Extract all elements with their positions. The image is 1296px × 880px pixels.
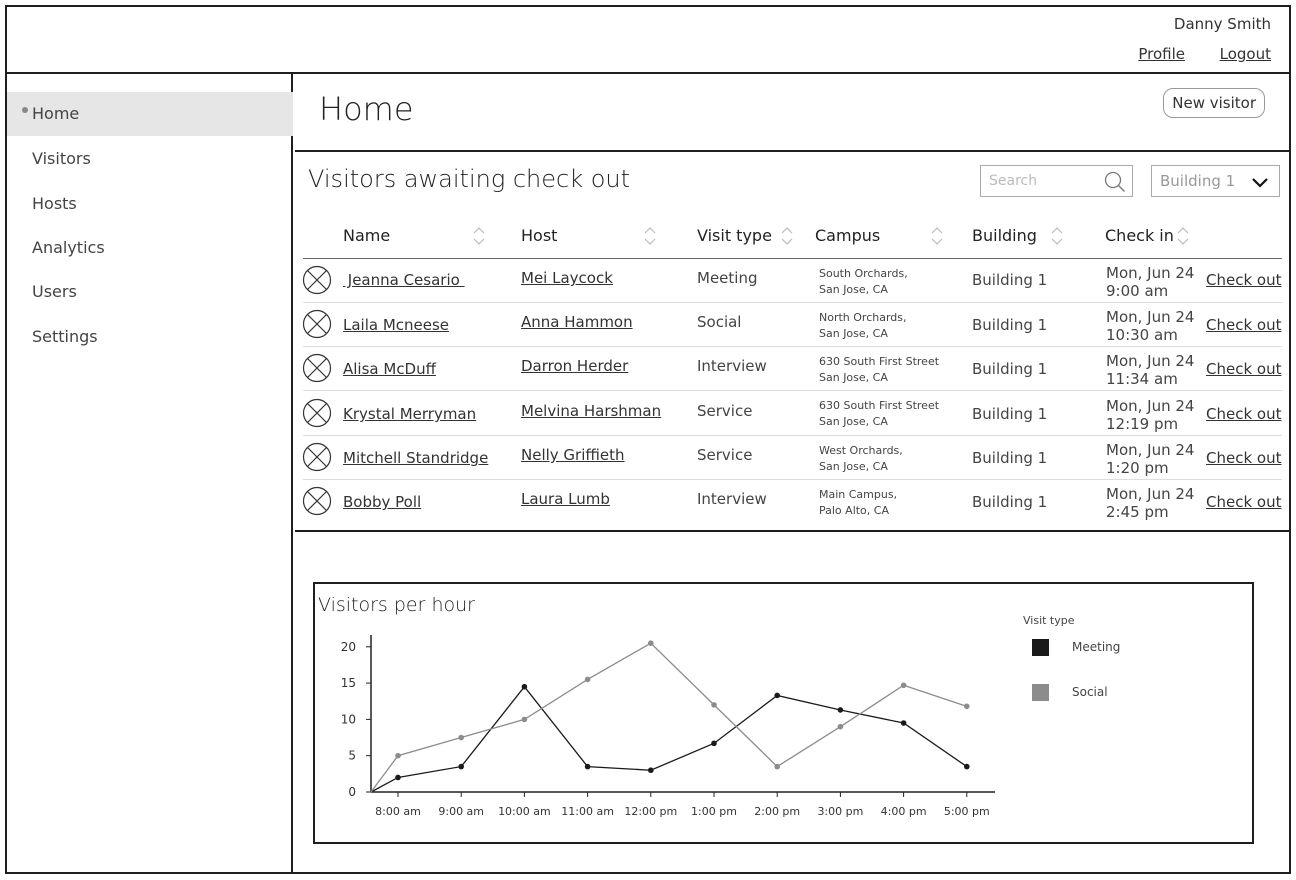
- campus-line2: San Jose, CA: [819, 327, 888, 340]
- section-title: Visitors awaiting check out: [308, 165, 631, 193]
- remove-visitor-icon[interactable]: [302, 265, 332, 295]
- host-name-link[interactable]: Darron Herder: [521, 357, 629, 375]
- building-select[interactable]: [1151, 165, 1280, 197]
- data-point-social: [522, 717, 528, 723]
- building: Building 1: [972, 316, 1048, 334]
- sidebar-item-label: Users: [32, 282, 77, 301]
- table-row: [295, 303, 1289, 347]
- data-point-social: [648, 640, 654, 646]
- building: Building 1: [972, 449, 1048, 467]
- host-name-link[interactable]: Melvina Harshman: [521, 402, 662, 420]
- check-out-link[interactable]: Check out: [1206, 405, 1282, 423]
- check-out-link[interactable]: Check out: [1206, 449, 1282, 467]
- check-in-date: Mon, Jun 24: [1106, 397, 1195, 415]
- sidebar-item-label: Settings: [32, 327, 98, 346]
- check-in-time: 12:19 pm: [1106, 415, 1179, 433]
- remove-visitor-icon[interactable]: [302, 486, 332, 516]
- building: Building 1: [972, 271, 1048, 289]
- visitor-name-link[interactable]: Jeanna Cesario: [343, 271, 465, 289]
- data-point-social: [395, 753, 401, 759]
- check-out-link[interactable]: Check out: [1206, 360, 1282, 378]
- sidebar-item-users[interactable]: [7, 270, 293, 314]
- data-point-social: [901, 682, 907, 688]
- column-header-name[interactable]: Name: [343, 226, 391, 245]
- column-header-host[interactable]: Host: [521, 226, 558, 245]
- building: Building 1: [972, 493, 1048, 511]
- legend-title: Visit type: [1023, 614, 1075, 627]
- host-name-link[interactable]: Laura Lumb: [521, 490, 610, 508]
- sidebar-item-hosts[interactable]: [7, 182, 293, 226]
- sort-icon[interactable]: [1177, 224, 1189, 248]
- remove-visitor-icon[interactable]: [302, 309, 332, 339]
- x-tick-label: 4:00 pm: [880, 805, 927, 818]
- legend-swatch-meeting: [1032, 639, 1049, 656]
- x-tick-label: 9:00 am: [438, 805, 485, 818]
- sidebar-item-settings[interactable]: [7, 315, 293, 359]
- x-tick-label: 10:00 am: [498, 805, 551, 818]
- data-point-social: [585, 677, 591, 683]
- check-in-date: Mon, Jun 24: [1106, 264, 1195, 282]
- x-tick-label: 2:00 pm: [754, 805, 801, 818]
- check-in-date: Mon, Jun 24: [1106, 308, 1195, 326]
- table-row: [295, 480, 1289, 524]
- data-point-meeting: [964, 764, 970, 770]
- visitor-name-link[interactable]: Laila Mcneese: [343, 316, 450, 334]
- row-divider: [303, 390, 1282, 391]
- sort-icon[interactable]: [931, 224, 943, 248]
- visitors-per-hour-chart: [313, 582, 1254, 844]
- remove-visitor-icon[interactable]: [302, 398, 332, 428]
- new-visitor-button[interactable]: New visitor: [1163, 88, 1265, 118]
- sidebar-item-label: Visitors: [32, 149, 91, 168]
- data-point-meeting: [395, 775, 401, 781]
- check-in-date: Mon, Jun 24: [1106, 441, 1195, 459]
- search-icon[interactable]: [1104, 171, 1126, 193]
- remove-visitor-icon[interactable]: [302, 442, 332, 472]
- profile-link[interactable]: Profile: [1138, 45, 1185, 63]
- y-tick-label: 5: [348, 748, 356, 763]
- visit-type: Service: [697, 402, 753, 420]
- sidebar-item-home[interactable]: [7, 92, 293, 136]
- column-header-check-in[interactable]: Check in: [1105, 226, 1174, 245]
- y-tick-label: 20: [340, 639, 356, 654]
- check-in-time: 1:20 pm: [1106, 459, 1169, 477]
- x-tick-label: 11:00 am: [561, 805, 614, 818]
- campus-line1: Main Campus,: [819, 488, 898, 501]
- check-in-date: Mon, Jun 24: [1106, 485, 1195, 503]
- check-in-time: 2:45 pm: [1106, 503, 1169, 521]
- search-box: [980, 165, 1133, 197]
- sort-icon[interactable]: [1051, 224, 1063, 248]
- x-tick-label: 8:00 am: [375, 805, 421, 818]
- campus-line2: Palo Alto, CA: [819, 504, 889, 517]
- data-point-meeting: [838, 707, 844, 713]
- visit-type: Social: [697, 313, 742, 331]
- x-tick-label: 3:00 pm: [817, 805, 864, 818]
- sidebar-item-analytics[interactable]: [7, 226, 293, 270]
- line-chart: [315, 584, 1015, 834]
- data-point-meeting: [522, 684, 528, 690]
- x-tick-label: 1:00 pm: [691, 805, 737, 818]
- y-tick-label: 0: [348, 785, 356, 799]
- user-name: Danny Smith: [1173, 15, 1271, 33]
- data-point-social: [964, 704, 970, 710]
- legend-label-meeting: Meeting: [1072, 640, 1121, 654]
- data-point-meeting: [458, 764, 464, 770]
- top-header: [5, 5, 1291, 74]
- data-point-social: [774, 764, 780, 770]
- campus-line2: San Jose, CA: [819, 460, 888, 473]
- table-row: [295, 347, 1289, 391]
- check-in-time: 9:00 am: [1106, 282, 1169, 300]
- host-name-link[interactable]: Mei Laycock: [521, 269, 613, 287]
- table-row: [295, 392, 1289, 436]
- remove-visitor-icon[interactable]: [302, 353, 332, 383]
- visit-type: Interview: [697, 490, 767, 508]
- check-in-date: Mon, Jun 24: [1106, 352, 1195, 370]
- active-indicator-icon: [22, 107, 28, 113]
- check-out-link[interactable]: Check out: [1206, 316, 1282, 334]
- visitor-name-link[interactable]: Bobby Poll: [343, 493, 422, 511]
- campus-line1: 630 South First Street: [819, 355, 940, 368]
- data-point-meeting: [648, 767, 654, 773]
- column-header-visit-type[interactable]: Visit type: [697, 226, 772, 245]
- chevron-down-icon: [1251, 174, 1269, 190]
- sidebar-item-label: Analytics: [32, 238, 105, 257]
- sidebar-item-visitors[interactable]: [7, 137, 293, 181]
- visit-type: Meeting: [697, 269, 758, 287]
- x-tick-label: 12:00 pm: [624, 805, 678, 818]
- check-out-link[interactable]: Check out: [1206, 271, 1282, 289]
- data-point-meeting: [711, 741, 717, 747]
- visitor-name-link[interactable]: Mitchell Standridge: [343, 449, 489, 467]
- data-point-social: [838, 724, 844, 730]
- building: Building 1: [972, 360, 1048, 378]
- visitor-name-link[interactable]: Alisa McDuff: [343, 360, 436, 378]
- visitors-table-section: [295, 152, 1289, 532]
- chart-title: Visitors per hour: [318, 594, 475, 616]
- sidebar-item-label: Home: [32, 104, 80, 123]
- y-tick-label: 15: [340, 676, 356, 691]
- data-point-social: [711, 702, 717, 708]
- check-in-time: 11:34 am: [1106, 370, 1178, 388]
- check-in-time: 10:30 am: [1106, 326, 1178, 344]
- x-tick-label: 5:00 pm: [943, 805, 990, 818]
- legend-swatch-social: [1032, 684, 1049, 701]
- campus-line1: 630 South First Street: [819, 399, 940, 412]
- sidebar: [7, 74, 293, 872]
- sort-icon[interactable]: [781, 224, 793, 248]
- page-title: Home: [319, 90, 414, 128]
- y-tick-label: 10: [340, 712, 356, 727]
- visitor-name-link[interactable]: Krystal Merryman: [343, 405, 477, 423]
- legend-label-social: Social: [1072, 685, 1108, 699]
- sort-icon[interactable]: [473, 224, 485, 248]
- building-select-value: Building 1: [1160, 172, 1236, 190]
- host-name-link[interactable]: Nelly Griffieth: [521, 446, 625, 464]
- data-point-meeting: [585, 764, 591, 770]
- table-row: [295, 259, 1289, 303]
- column-header-campus[interactable]: Campus: [815, 226, 881, 245]
- check-out-link[interactable]: Check out: [1206, 493, 1282, 511]
- visit-type: Service: [697, 446, 753, 464]
- campus-line1: West Orchards,: [819, 444, 903, 457]
- sort-icon[interactable]: [644, 224, 656, 248]
- data-point-social: [458, 735, 464, 741]
- campus-line2: San Jose, CA: [819, 371, 888, 384]
- search-input[interactable]: [981, 166, 1101, 196]
- logout-link[interactable]: Logout: [1219, 45, 1271, 63]
- building: Building 1: [972, 405, 1048, 423]
- campus-line2: San Jose, CA: [819, 283, 888, 296]
- page-header: [295, 74, 1289, 152]
- host-name-link[interactable]: Anna Hammon: [521, 313, 633, 331]
- sidebar-item-label: Hosts: [32, 194, 77, 213]
- column-header-building[interactable]: Building: [972, 226, 1037, 245]
- data-point-meeting: [774, 693, 780, 699]
- campus-line1: North Orchards,: [819, 311, 907, 324]
- visit-type: Interview: [697, 357, 767, 375]
- campus-line2: San Jose, CA: [819, 415, 888, 428]
- data-point-meeting: [901, 720, 907, 726]
- table-row: [295, 436, 1289, 480]
- campus-line1: South Orchards,: [819, 267, 908, 280]
